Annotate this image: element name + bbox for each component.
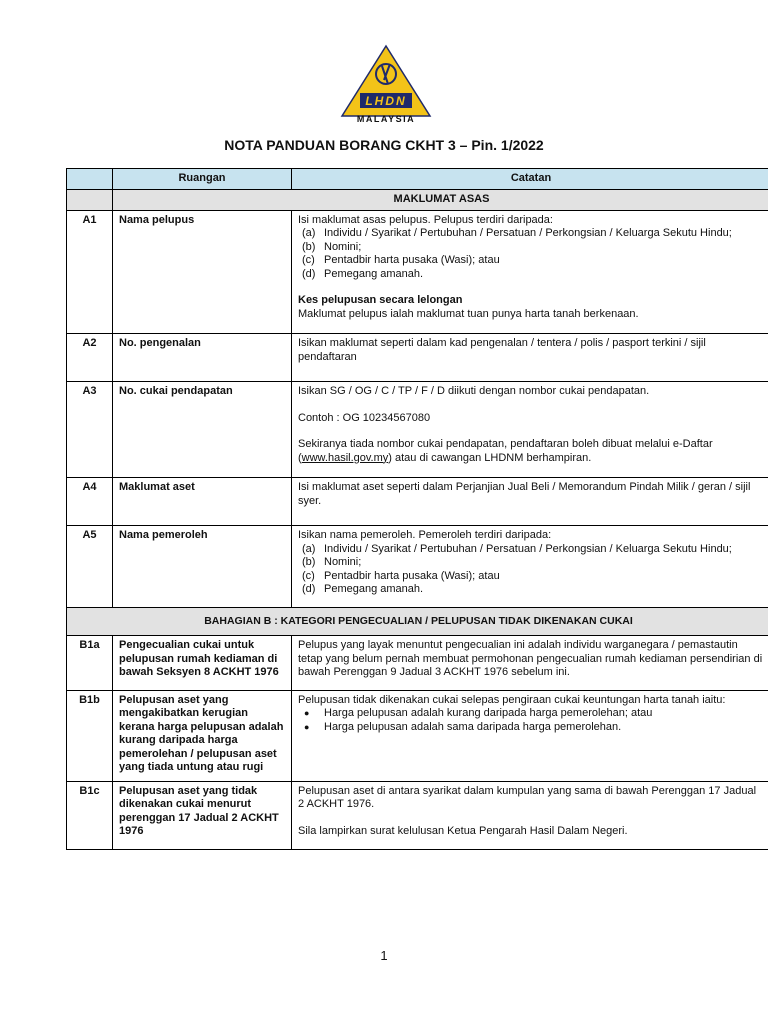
list-item: (b) Nomini; bbox=[302, 556, 362, 568]
table-row bbox=[67, 690, 768, 781]
row-label: Nama pelupus bbox=[113, 210, 292, 334]
header-ruangan: Ruangan bbox=[113, 169, 292, 190]
row-note: Isi maklumat asas pelupus. Pelupus terdiri daripada: (a) Individu / Syarikat / Pertubuhan / Persatuan / Perkongsian / Keluarga Sekutu Hindu; (b) Nomini; (c) Pentadbir harta pusaka (Wasi); atau (d) Pemegang amanah. Kes pelupusan secara lelongan Maklumat pelupus ialah maklumat tuan punya harta tanah berkenaan. bbox=[292, 210, 768, 334]
table-row bbox=[67, 478, 768, 526]
list-item: (b) Nomini; bbox=[302, 240, 362, 253]
list-item: (a) Individu / Syarikat / Pertubuhan / Persatuan / Perkongsian / Keluarga Sekutu Hindu; bbox=[302, 227, 732, 239]
row-note: Pelupus yang layak menuntut pengecualian ini adalah individu warganegara / pemastautin tetap yang belum pernah membuat permohonan pengecualian rumah kediaman persendirian di bawah Perenggan 9 Jadual 3 ACKHT 1976 sebelum ini. bbox=[292, 636, 768, 691]
row-code: A3 bbox=[67, 382, 113, 478]
table-row bbox=[67, 781, 768, 849]
row-label: Pelupusan aset yang mengakibatkan kerugian kerana harga pelupusan adalah kurang daripada harga pemerolehan / pelupusan aset yang tiada untung atau rugi bbox=[113, 690, 292, 781]
row-label: Maklumat aset bbox=[113, 478, 292, 526]
list-item: ● Harga pelupusan adalah kurang daripada harga pemerolehan; atau bbox=[302, 707, 764, 721]
table-row bbox=[67, 210, 768, 334]
table-row bbox=[67, 334, 768, 382]
row-note: Isi maklumat aset seperti dalam Perjanjian Jual Beli / Memorandum Pindah Milik / geran / sijil syer. bbox=[292, 478, 768, 526]
row-code: A4 bbox=[67, 478, 113, 526]
row-note: Pelupusan tidak dikenakan cukai selepas pengiraan cukai keuntungan harta tanah iaitu: ● Harga pelupusan adalah kurang daripada harga pemerolehan; atau ● Harga pelupusan adalah sama daripada harga pemerolehan. bbox=[292, 690, 768, 781]
row-label: No. pengenalan bbox=[113, 334, 292, 382]
row-label: Pelupusan aset yang tidak dikenakan cukai menurut perenggan 17 Jadual 2 ACKHT 1976 bbox=[113, 781, 292, 849]
row-label: No. cukai pendapatan bbox=[113, 382, 292, 478]
b1b-bullets bbox=[298, 707, 764, 734]
table-row bbox=[67, 382, 768, 478]
section-a-title: MAKLUMAT ASAS bbox=[113, 190, 768, 211]
row-label: Nama pemeroleh bbox=[113, 526, 292, 608]
logo-malaysia-text: MALAYSIA bbox=[356, 114, 416, 124]
logo-lhdn-text: LHDN bbox=[365, 94, 407, 108]
row-code: A5 bbox=[67, 526, 113, 608]
section-b-row bbox=[67, 607, 768, 636]
table-row bbox=[67, 636, 768, 691]
a1-subtitle: Kes pelupusan secara lelongan bbox=[298, 294, 463, 306]
row-code: B1c bbox=[67, 781, 113, 849]
row-code: A1 bbox=[67, 210, 113, 334]
list-item: (c) Pentadbir harta pusaka (Wasi); atau bbox=[302, 569, 500, 582]
row-note: Isikan SG / OG / C / TP / F / D diikuti dengan nombor cukai pendapatan. Contoh : OG 10234567080 Sekiranya tiada nombor cukai pendapatan, pendaftaran boleh dibuat melalui e-Daftar (www.hasil.gov.my) atau di cawangan LHDNM berhampiran. bbox=[292, 382, 768, 478]
a5-list bbox=[298, 543, 764, 597]
row-label: Pengecualian cukai untuk pelupusan rumah kediaman di bawah Seksyen 8 ACKHT 1976 bbox=[113, 636, 292, 691]
list-item: (d) Pemegang amanah. bbox=[302, 267, 424, 280]
hasil-link[interactable]: www.hasil.gov.my bbox=[301, 451, 389, 464]
a1-subtext: Maklumat pelupus ialah maklumat tuan punya harta tanah berkenaan. bbox=[298, 307, 639, 320]
section-b-title: BAHAGIAN B : KATEGORI PENGECUALIAN / PELUPUSAN TIDAK DIKENAKAN CUKAI bbox=[67, 607, 768, 636]
list-item: ● Harga pelupusan adalah sama daripada harga pemerolehan. bbox=[302, 721, 764, 735]
section-a-row bbox=[67, 190, 768, 211]
page-title: NOTA PANDUAN BORANG CKHT 3 – Pin. 1/2022 bbox=[224, 137, 544, 153]
row-code: A2 bbox=[67, 334, 113, 382]
table-header-row bbox=[67, 169, 768, 190]
list-item: (c) Pentadbir harta pusaka (Wasi); atau bbox=[302, 254, 500, 266]
row-note: Isikan nama pemeroleh. Pemeroleh terdiri daripada: (a) Individu / Syarikat / Pertubuhan / Persatuan / Perkongsian / Keluarga Sekutu Hindu; (b) Nomini; (c) Pentadbir harta pusaka (Wasi); atau (d) Pemegang amanah. bbox=[292, 526, 768, 608]
list-item: (d) Pemegang amanah. bbox=[302, 583, 424, 595]
lhdn-logo bbox=[340, 44, 432, 124]
row-code: B1a bbox=[67, 636, 113, 691]
guide-table bbox=[66, 168, 768, 850]
header-catatan: Catatan bbox=[292, 169, 768, 190]
page-number: 1 bbox=[380, 948, 388, 963]
row-note: Isikan maklumat seperti dalam kad pengenalan / tentera / polis / pasport terkini / sijil pendaftaran bbox=[292, 334, 768, 382]
list-item: (a) Individu / Syarikat / Pertubuhan / Persatuan / Perkongsian / Keluarga Sekutu Hindu; bbox=[302, 542, 732, 555]
row-note: Pelupusan aset di antara syarikat dalam kumpulan yang sama di bawah Perenggan 17 Jadual 2 ACKHT 1976. Sila lampirkan surat kelulusan Ketua Pengarah Hasil Dalam Negeri. bbox=[292, 781, 768, 849]
a1-list bbox=[298, 227, 764, 281]
row-code: B1b bbox=[67, 690, 113, 781]
table-row bbox=[67, 526, 768, 608]
